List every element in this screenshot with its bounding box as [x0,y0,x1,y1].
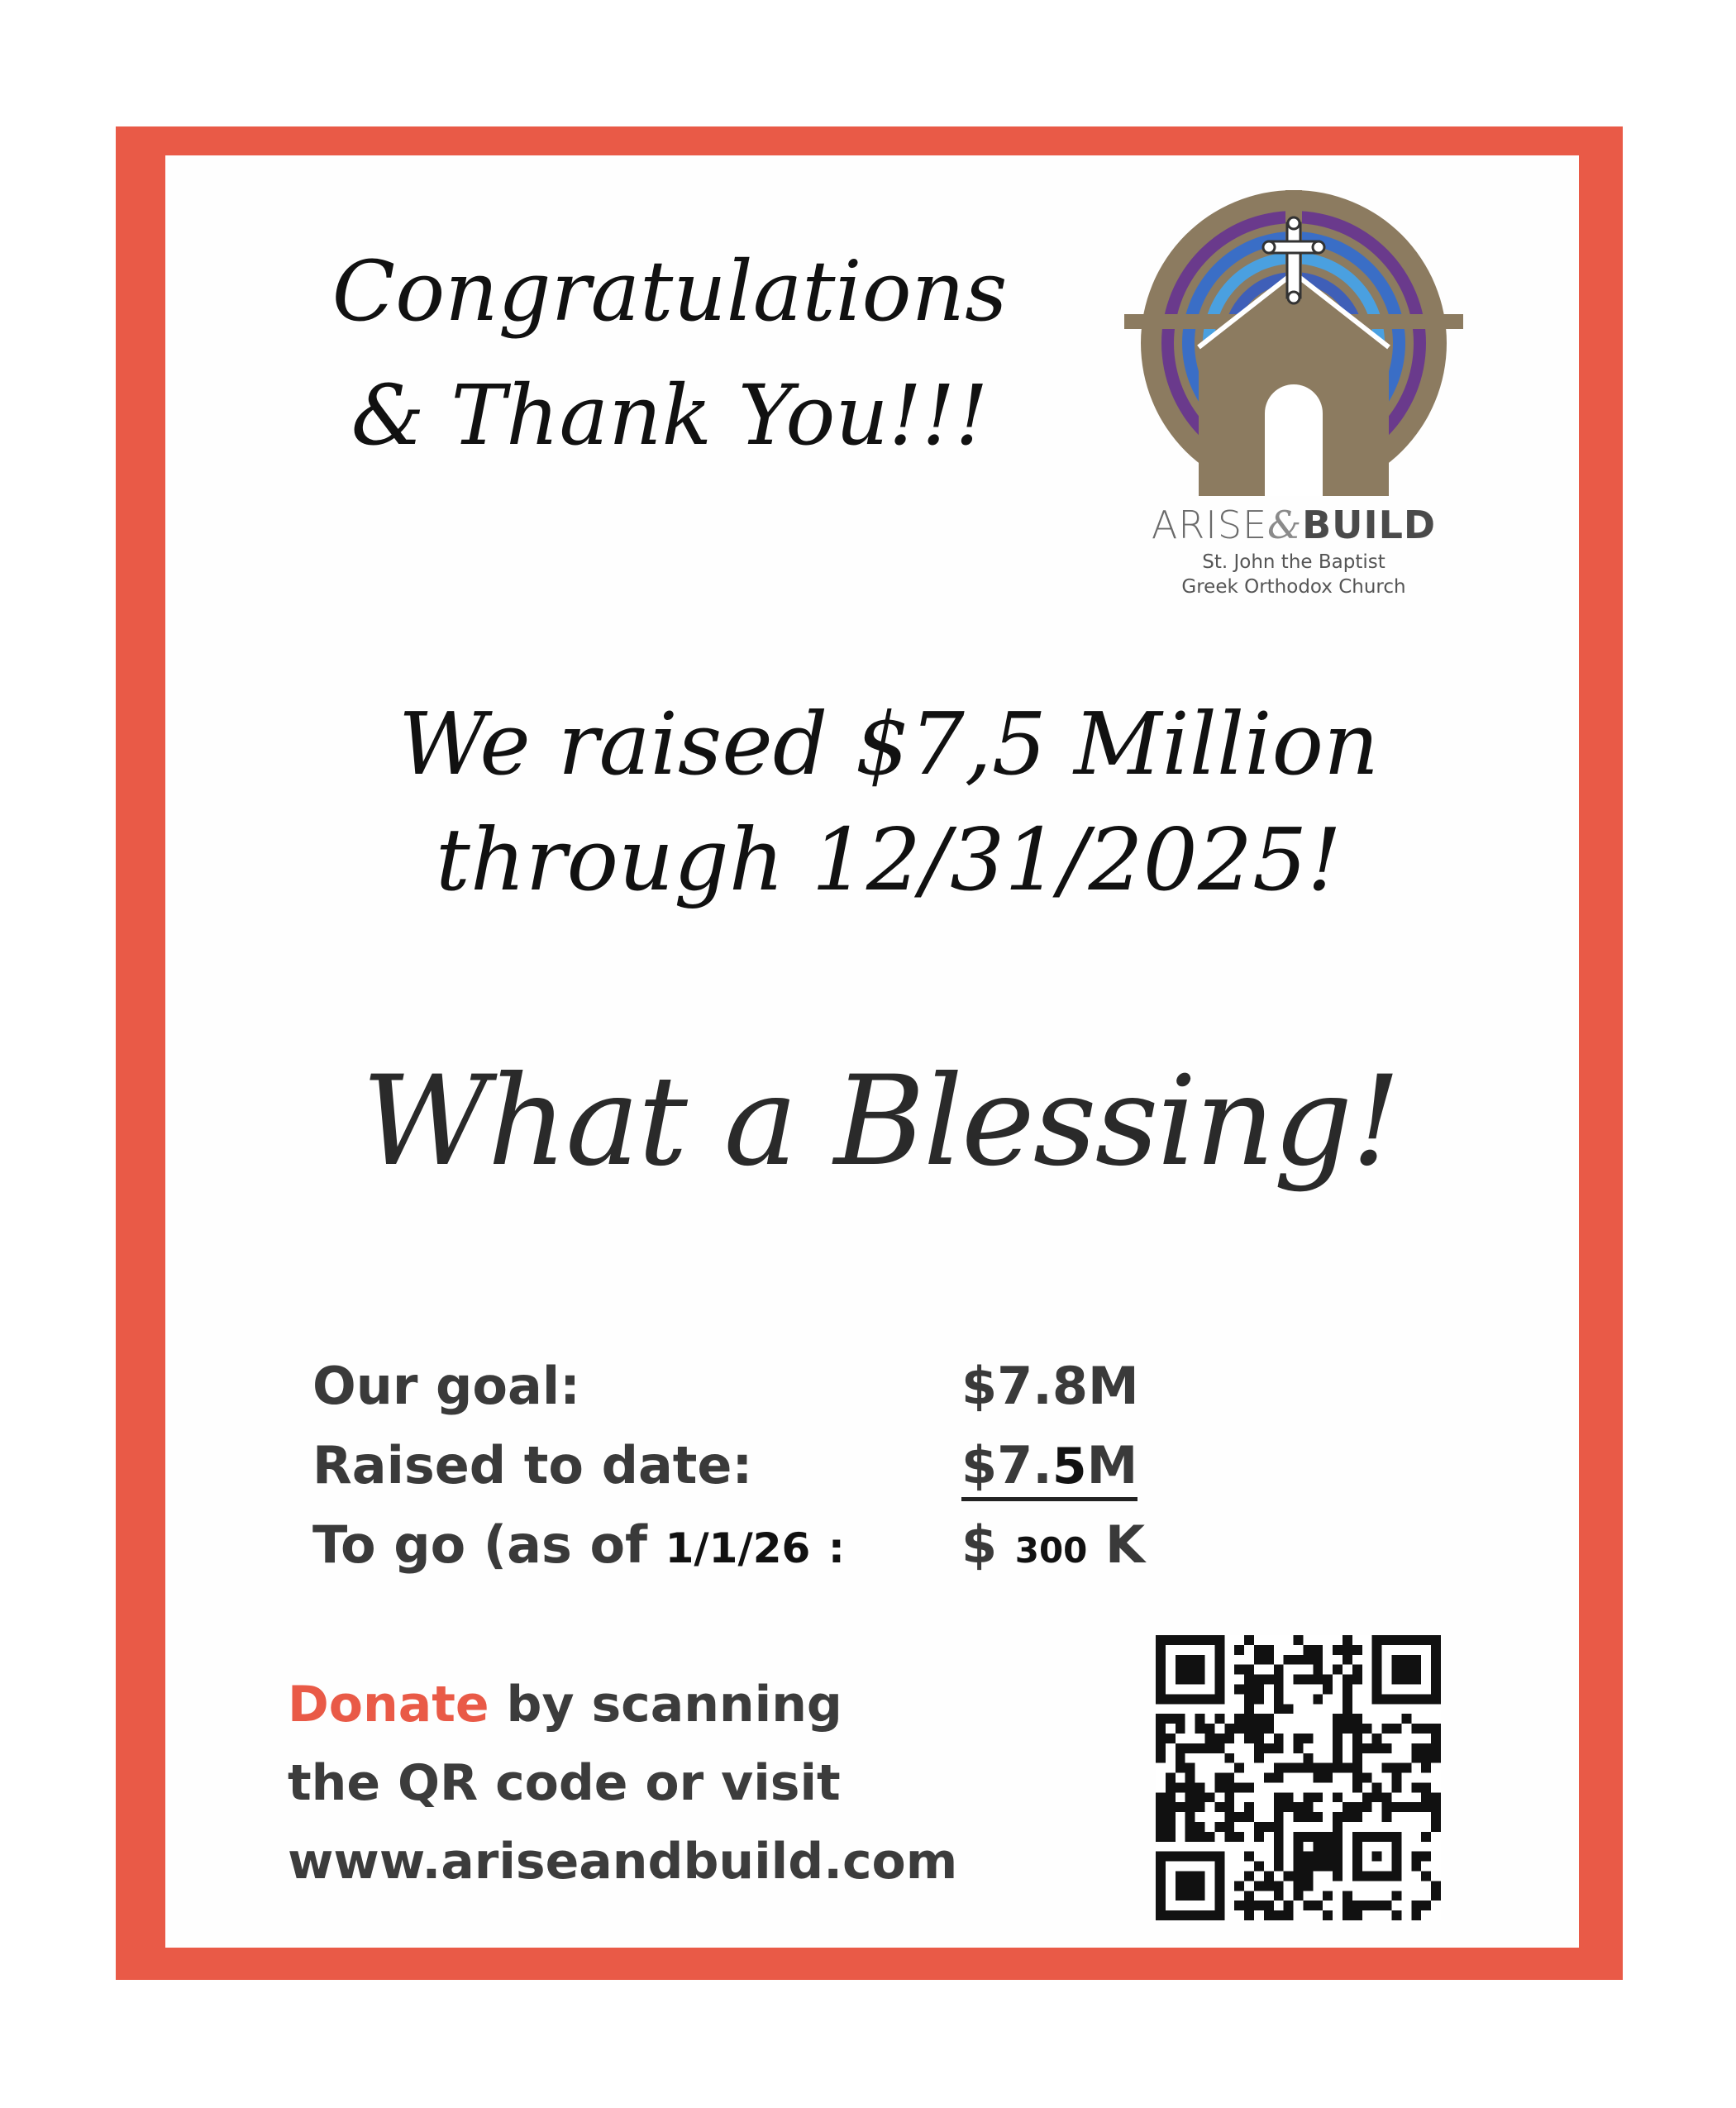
raised-suffix: M [1086,1435,1138,1495]
goal-row [312,1356,1222,1435]
togo-label-text: To go (as of [312,1514,665,1575]
blessing-heading: What a Blessing! [361,1050,1400,1194]
logo-text [1099,500,1488,599]
donate-rest: by scanning [489,1676,842,1734]
logo-subtitle-2: Greek Orthodox Church [1181,576,1406,598]
goal-label: Our goal: [312,1356,580,1416]
qr-code-icon[interactable] [1156,1635,1441,1920]
raised-value [961,1435,1137,1501]
church-cross-icon [1124,190,1463,496]
logo-build: BUILD [1302,503,1437,547]
togo-value [961,1514,1145,1575]
togo-amount: 300 [1014,1530,1088,1571]
raised-row [312,1435,1222,1514]
togo-row [312,1514,1222,1594]
goal-value: $7.8M [961,1356,1139,1416]
donate-word: Donate [288,1676,489,1734]
donate-instructions [288,1666,1032,1901]
togo-colon: : [827,1524,845,1572]
congrats-line-1: Congratulations [331,243,1008,340]
campaign-stats [312,1356,1222,1594]
logo-ampersand: & [1267,503,1303,547]
donate-line-2: the QR code or visit [288,1754,841,1812]
donate-url-link[interactable]: www.ariseandbuild.com [288,1833,958,1891]
arise-build-logo [1099,190,1488,612]
togo-label [312,1514,845,1575]
raised-line-1: We raised $7,5 Million [398,694,1380,794]
togo-date: 1/1/26 [665,1524,811,1572]
raised-label: Raised to date: [312,1435,753,1495]
donate-line-1 [288,1666,1032,1744]
logo-subtitle-1: St. John the Baptist [1202,551,1385,573]
congratulations-heading [273,230,1066,478]
togo-dollar: $ [961,1514,998,1575]
raised-prefix: $7. [961,1435,1052,1495]
congrats-line-2: & Thank You!!! [351,367,989,464]
raised-line-2: through 12/31/2025! [436,809,1342,910]
logo-arise: ARISE [1151,503,1268,547]
raised-announcement [273,686,1505,918]
togo-unit: K [1105,1514,1146,1575]
raised-digit: 5 [1052,1438,1087,1495]
logo-title [1099,500,1488,550]
